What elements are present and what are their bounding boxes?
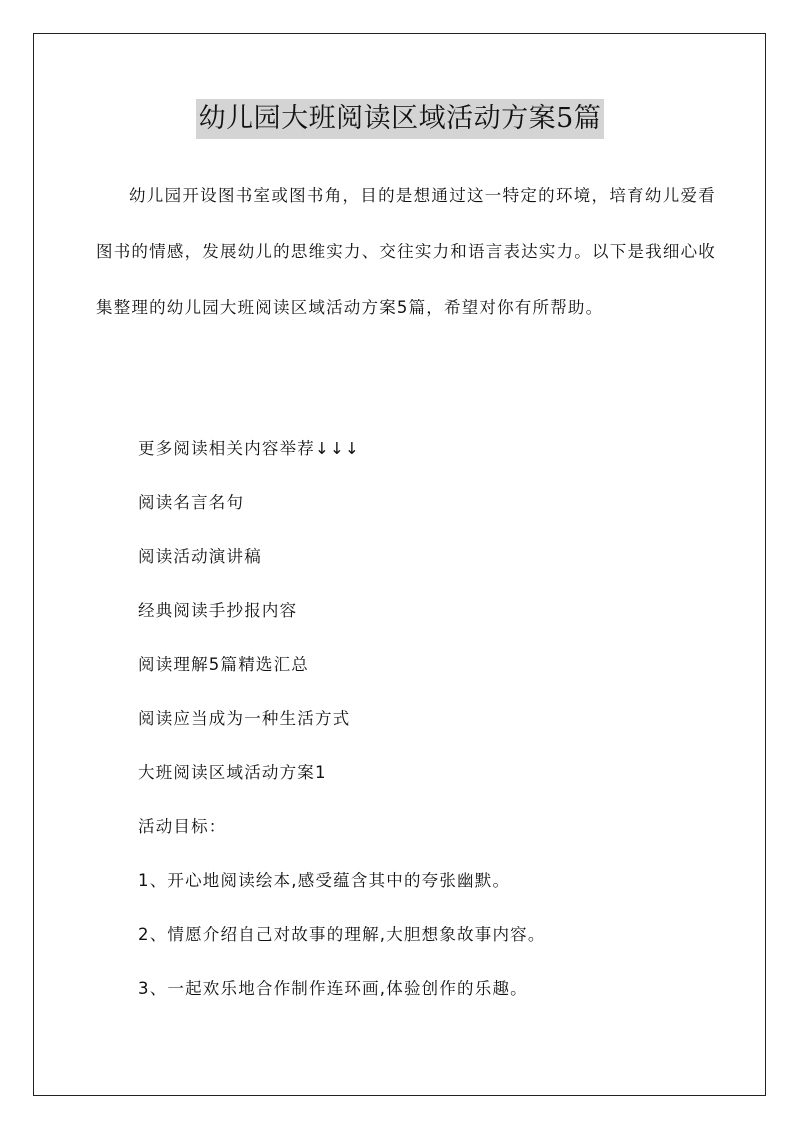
goal-item: 3、一起欢乐地合作制作连环画,体验创作的乐趣。 bbox=[138, 979, 528, 998]
section-heading: 大班阅读区域活动方案1 bbox=[138, 763, 327, 782]
goal-item: 1、开心地阅读绘本,感受蕴含其中的夸张幽默。 bbox=[138, 871, 511, 890]
recommend-link-lifestyle[interactable]: 阅读应当成为一种生活方式 bbox=[138, 709, 351, 728]
intro-paragraph: 幼儿园开设图书室或图书角，目的是想通过这一特定的环境，培育幼儿爱看图书的情感，发展幼儿的思维实力、交往实力和语言表达实力。以下是我细心收集整理的幼儿园大班阅读区域活动方案5篇，希望对你有所帮助。 bbox=[96, 186, 716, 317]
goals-heading: 活动目标： bbox=[138, 817, 227, 836]
content-lines bbox=[138, 422, 738, 1016]
recommend-link-handwritten-paper[interactable]: 经典阅读手抄报内容 bbox=[138, 601, 298, 620]
recommend-link-comprehension[interactable]: 阅读理解5篇精选汇总 bbox=[138, 655, 309, 674]
goal-item: 2、情愿介绍自己对故事的理解,大胆想象故事内容。 bbox=[138, 925, 546, 944]
title-container bbox=[0, 99, 800, 139]
document-title: 幼儿园大班阅读区域活动方案5篇 bbox=[196, 99, 605, 139]
recommend-heading: 更多阅读相关内容举荐↓↓↓ bbox=[138, 439, 361, 458]
recommend-link-speech[interactable]: 阅读活动演讲稿 bbox=[138, 547, 262, 566]
recommend-link-quotes[interactable]: 阅读名言名句 bbox=[138, 493, 245, 512]
